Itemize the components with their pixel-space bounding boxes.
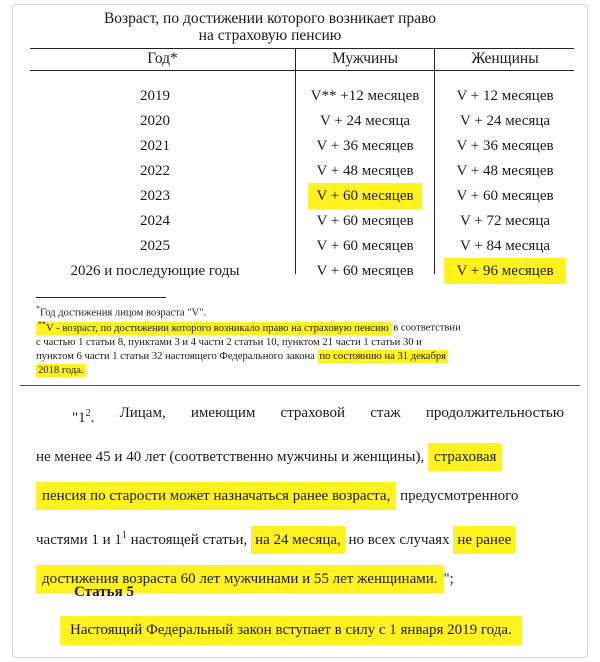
highlight-mark: по состоянию на 31 декабря	[319, 350, 447, 362]
footnote-1-text: Год достижения лицом возраста "V".	[40, 307, 207, 319]
section-divider	[20, 385, 580, 386]
table-row	[0, 188, 600, 214]
paragraph-text: но всех случаях	[348, 532, 450, 548]
highlight-mark: достижения возраста 60 лет мужчинами и 55 лет женщинами.	[36, 565, 444, 593]
header-men: Мужчины	[331, 50, 399, 67]
cell-year: 2020	[140, 113, 170, 129]
footnote-rule	[36, 297, 166, 298]
table-row	[0, 163, 600, 189]
cell-women: V + 84 месяца	[459, 238, 551, 254]
cell-women: V + 60 месяцев	[456, 188, 554, 204]
cell-women: V + 72 месяца	[459, 213, 551, 229]
paragraph-word: "$1^2$.	[72, 408, 95, 426]
paragraph-text: ";	[443, 571, 454, 587]
highlight-mark: пенсия по старости может назначаться ранее возраста,	[36, 482, 396, 510]
table-row	[0, 213, 600, 239]
table-row	[0, 263, 600, 289]
cell-women: V + 48 месяцев	[456, 163, 554, 179]
cell-men-highlighted	[296, 188, 434, 205]
highlight-mark: Настоящий Федеральный закон вступает в силу с 1 января 2019 года.	[60, 616, 522, 645]
paragraph-word: страховой	[280, 405, 346, 421]
cell-men: V + 48 месяцев	[316, 163, 414, 179]
highlight-mark: V + 96 месяцев	[444, 258, 565, 284]
table-row	[0, 138, 600, 164]
table-header-top-rule	[30, 48, 574, 49]
paragraph-1-2	[36, 398, 564, 595]
cell-year: 2024	[140, 213, 170, 229]
cell-men: V** +12 месяцев	[310, 88, 420, 104]
cell-year: 2022	[140, 163, 170, 179]
cell-year: 2021	[140, 138, 170, 154]
footnote-2-highlight: V - возраст, по достижении которого возникало право на страховую пенсию	[46, 322, 389, 334]
cell-men: V + 36 месяцев	[316, 138, 414, 154]
cell-year: 2026 и последующие годы	[70, 263, 240, 279]
highlight-mark: 2018 года.	[38, 364, 84, 376]
table-title	[60, 10, 480, 44]
footnote-2-line-2: с частью 1 статьи 8, пунктами 3 и 4 части 2 статьи 10, пунктом 21 части 1 статьи 30 и	[36, 336, 422, 348]
table-title-line-1: Возраст, по достижении которого возникает право	[103, 10, 437, 27]
header-women: Женщины	[471, 50, 539, 67]
table-row	[0, 88, 600, 114]
cell-year: 2025	[140, 238, 170, 254]
table-header-bottom-rule	[30, 70, 574, 71]
paragraph-line-3	[36, 481, 564, 512]
footnote-1-marker: *	[36, 304, 40, 313]
cell-men: V + 24 месяца	[319, 113, 411, 129]
highlight-mark	[36, 319, 391, 335]
footnote-2-line-3: пунктом 6 части 1 статьи 32 настоящего Федерального закона	[36, 350, 318, 362]
paragraph-word: Лицам,	[119, 405, 166, 421]
paragraph-line-1	[36, 398, 564, 434]
paragraph-word: имеющим	[190, 405, 256, 421]
highlight-mark: не ранее	[453, 526, 515, 554]
paragraph-text: предусмотренного	[400, 488, 519, 504]
paragraph-line-2	[36, 442, 564, 473]
paragraph-word: стаж	[370, 405, 401, 421]
footnote-2	[36, 317, 566, 378]
cell-men: V + 60 месяцев	[316, 263, 414, 279]
cell-men: V + 60 месяцев	[316, 213, 414, 229]
paragraph-text: не менее 45 и 40 лет (соответственно мужчины и женщины),	[36, 449, 425, 465]
header-year: Год*	[147, 50, 178, 67]
cell-women: V + 36 месяцев	[456, 138, 554, 154]
table-title-line-2: на страховую пенсию	[198, 27, 342, 44]
paragraph-line-4	[36, 520, 564, 556]
highlight-mark: на 24 месяца,	[251, 526, 345, 554]
paragraph-text: настоящей статьи,	[126, 532, 248, 548]
cell-year: 2019	[140, 88, 170, 104]
cell-men: V + 60 месяцев	[316, 238, 414, 254]
cell-women-highlighted	[436, 263, 574, 280]
cell-year: 2023	[140, 188, 170, 204]
footnote-2-marker: **	[38, 319, 46, 328]
cell-women: V + 12 месяцев	[456, 88, 554, 104]
superscript: 1	[121, 530, 127, 541]
article-heading: Статья 5	[74, 584, 134, 600]
paragraph-text: частями 1 и 1	[36, 532, 122, 548]
footnote-2-text: в соответствии	[390, 322, 461, 334]
paragraph-word: продолжительностью	[425, 405, 564, 421]
highlight-mark: V + 60 месяцев	[308, 183, 421, 209]
cell-women: V + 24 месяца	[459, 113, 551, 129]
highlight-mark: страховая	[428, 443, 502, 471]
table-row	[0, 113, 600, 139]
article-text	[60, 616, 560, 645]
